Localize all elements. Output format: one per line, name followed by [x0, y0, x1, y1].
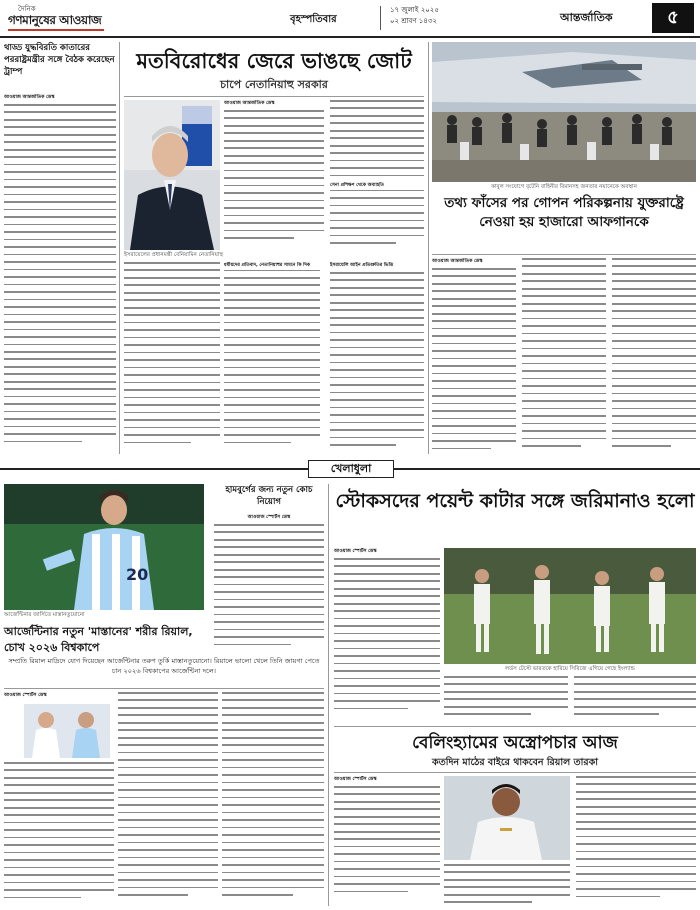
- header-divider: [380, 6, 381, 30]
- bellingham-photo: [444, 776, 570, 860]
- argentina-headline: আর্জেন্টিনার নতুন 'মাস্তানের' শরীর রিয়াল, চোখ ২০২৬ বিশ্বকাপে: [4, 625, 193, 654]
- trump-headline: থাড্ড যুদ্ধবিরতি কাতারের পররাষ্ট্রমন্ত্রীর সঙ্গে বৈঠক করেছেন ট্রাম্প: [4, 43, 115, 77]
- bellingham-headline: বেলিংহ্যামের অস্ত্রোপচার আজ: [412, 733, 618, 753]
- stokes-divider: [334, 726, 696, 727]
- sports-banner-label: খেলাধুলা: [308, 460, 394, 478]
- argentina-divider: [4, 688, 324, 689]
- bellingham-body-col1: [334, 786, 440, 906]
- mastantuono-caption: আর্জেন্টিনার জার্সিতে মাস্তানতুয়োনো: [4, 612, 85, 618]
- coalition-subheading-2-text: সেনা প্রশিক্ষণ থেকে অব্যাহতি: [330, 183, 385, 188]
- afghan-body-col1: [432, 268, 516, 454]
- section-title: আন্তর্জাতিক: [560, 11, 613, 24]
- stokes-body-col3: [574, 676, 696, 724]
- column-rule-3: [328, 484, 329, 906]
- column-rule-2: [428, 42, 429, 454]
- netanyahu-caption: ইসরায়েলের প্রধানমন্ত্রী বেনিয়ামিন নেতানিয়াহু: [124, 252, 223, 258]
- stokes-caption: লর্ডস টেস্টে ভারতকে হারিয়ে সিরিজে এগিয়ে গেছে ইংল্যান্ড: [505, 666, 635, 672]
- coalition-byline-box: [224, 100, 324, 108]
- argentina-byline: আওয়াজ স্পোর্টস ডেস্ক: [4, 693, 47, 698]
- header-date-bn: ০২ শ্রাবণ ১৪৩২: [390, 17, 437, 25]
- coalition-body-right: [330, 100, 424, 250]
- header-day: বৃহস্পতিবার: [290, 14, 337, 25]
- afghan-body-col3: [612, 258, 696, 454]
- hamburg-byline: আওয়াজ স্পোর্টস ডেস্ক: [247, 515, 291, 520]
- netanyahu-photo: [124, 100, 220, 250]
- trump-body: [4, 104, 116, 454]
- stokes-byline: আওয়াজ স্পোর্টস ডেস্ক: [334, 549, 377, 554]
- coalition-body-col3: [330, 272, 424, 452]
- stokes-photo: [444, 548, 696, 664]
- trump-byline: [4, 94, 116, 102]
- argentina-body-col2: [118, 692, 218, 906]
- coalition-body-top: [224, 110, 324, 250]
- column-rule: [119, 42, 120, 454]
- afghan-headline: তথ্য ফাঁসের পর গোপন পরিকল্পনায় যুক্তরাষ্ট্রে নেওয়া হয় হাজারো আফগানকে: [444, 195, 684, 230]
- header-date-en: ১৭ জুলাই ২০২৫: [390, 6, 439, 14]
- coalition-subheading-3: [330, 262, 424, 270]
- page-header: [0, 0, 700, 38]
- masthead-title: গণমানুষের আওয়াজ: [8, 13, 102, 27]
- afghan-byline-box: [432, 258, 516, 266]
- bellingham-divider: [334, 772, 696, 773]
- argentina-body-col1: [4, 762, 114, 906]
- coalition-subhead: চাপে নেতানিয়াহু সরকার: [220, 78, 328, 91]
- argentina-inset-photo: [24, 704, 110, 758]
- sports-section-banner: [0, 458, 700, 480]
- afghan-divider: [432, 254, 696, 255]
- coalition-subheading-4-text: ধর্মীয়দের প্রতিবাদ, নেতানিয়াহুর সামনে কি দিক: [224, 263, 311, 268]
- masthead-underline: [8, 29, 104, 31]
- stokes-headline: স্টোকসদের পয়েন্ট কাটার সঙ্গে জরিমানাও হলো: [335, 490, 695, 512]
- bellingham-byline-box: [334, 776, 440, 784]
- bellingham-subhead: কতদিন মাঠের বাইরে থাকবেন রিয়াল তারকা: [431, 757, 599, 768]
- trump-byline-text: আওয়াজ আন্তর্জাতিক ডেস্ক: [4, 95, 55, 100]
- hamburg-headline: হামবুর্গের জন্য নতুন কোচ নিয়োগ: [225, 485, 313, 507]
- mastantuono-photo: [4, 484, 204, 610]
- coalition-subheading-2: [330, 182, 424, 190]
- stokes-body: [334, 558, 440, 724]
- stokes-body-col2: [444, 676, 568, 724]
- coalition-headline: মতবিরোধের জেরে ভাঙছে জোট: [136, 49, 412, 73]
- afghan-photo: [432, 42, 696, 182]
- coalition-subheading-3-text: ইসরায়েলি আইন প্রতিশ্রুতির ভিত্তি: [330, 263, 394, 268]
- stokes-byline-box: [334, 548, 440, 556]
- masthead-prefix: দৈনিক: [18, 5, 36, 13]
- bellingham-body-col2: [444, 864, 570, 906]
- page-number: ৫: [652, 3, 694, 33]
- afghan-body-col2: [522, 258, 606, 454]
- afghan-byline: আওয়াজ আন্তর্জাতিক ডেস্ক: [432, 259, 483, 264]
- coalition-body-col2: [224, 262, 320, 452]
- hamburg-body: [214, 524, 324, 654]
- hamburg-byline-box: [214, 514, 324, 522]
- coalition-subheading-4: [224, 262, 320, 270]
- coalition-body-col1: [124, 262, 220, 452]
- argentina-subhead: সম্প্রতি রিয়াল মাদ্রিদে যোগ দিয়েছেন আর্জেন্টিনার তরুণ তুর্কি মাস্তানতুয়োনো। রিয়ালে ভালো খেলে তিনি জায়গা পেতে চান ২০২৬ বিশ্বকাপের আর্জেন্টিনা দলে।: [8, 657, 320, 675]
- svg-text:20: 20: [126, 565, 149, 584]
- afghan-caption: কাবুল সংযোগে বৃটেনি বাহিনীর বিমানসহ জনতার নয়ানেকে অবস্থান: [491, 184, 637, 190]
- argentina-body-col3: [222, 692, 324, 906]
- masthead-logo: [6, 3, 106, 33]
- coalition-byline: আওয়াজ আন্তর্জাতিক ডেস্ক: [224, 101, 275, 106]
- bellingham-body-col3: [576, 776, 696, 906]
- header-dates: [390, 5, 439, 27]
- bellingham-byline: আওয়াজ স্পোর্টস ডেস্ক: [334, 777, 377, 782]
- argentina-byline-box: [4, 692, 114, 700]
- coalition-divider: [124, 96, 424, 97]
